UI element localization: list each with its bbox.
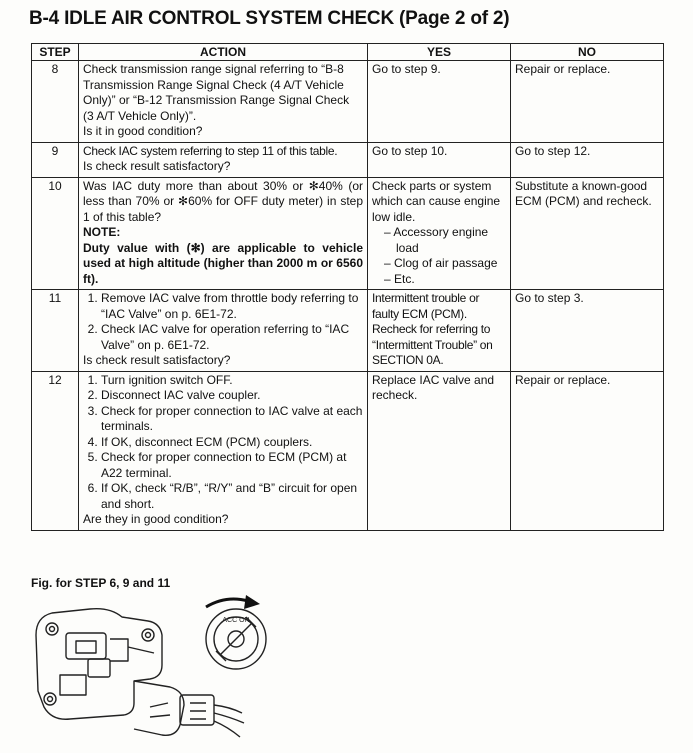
action-line: (3 A/T Vehicle Only)”. xyxy=(83,108,197,123)
action-line: Only)” or “B-12 Transmission Range Signal Check xyxy=(83,93,350,107)
table-row xyxy=(32,290,664,372)
list-item: 1. Turn ignition switch OFF. xyxy=(101,373,363,389)
header-no: NO xyxy=(511,44,664,61)
list-item: 6. If OK, check “R/B”, “R/Y” and “B” circuit for open and short. xyxy=(101,481,363,512)
step-action xyxy=(79,61,368,143)
page-title: B-4 IDLE AIR CONTROL SYSTEM CHECK (Page 2 of 2) xyxy=(29,8,510,29)
header-action: ACTION xyxy=(79,44,368,61)
action-line: Check IAC system referring to step 11 of this table. xyxy=(83,143,338,158)
action-question: Is check result satisfactory? xyxy=(83,159,231,173)
step-action xyxy=(79,177,368,290)
action-question: Is check result satisfactory? xyxy=(83,353,231,367)
table-row xyxy=(32,142,664,177)
step-yes: Go to step 10. xyxy=(368,142,511,177)
step-action xyxy=(79,290,368,372)
header-step: STEP xyxy=(32,44,79,61)
table-header-row xyxy=(32,44,664,61)
yes-item-list xyxy=(372,225,506,287)
step-yes: Replace IAC valve and recheck. xyxy=(368,371,511,530)
step-yes: Go to step 9. xyxy=(368,61,511,143)
step-action xyxy=(79,142,368,177)
step-no: Repair or replace. xyxy=(511,61,664,143)
table-row xyxy=(32,177,664,290)
step-number: 12 xyxy=(32,371,79,530)
step-no: Repair or replace. xyxy=(511,371,664,530)
table-row xyxy=(32,371,664,530)
throttle-body-drawing xyxy=(36,609,162,720)
step-yes: Intermittent trouble or faulty ECM (PCM). Recheck for referring to “Intermittent Trouble” on SECTION 0A. xyxy=(368,290,511,372)
step-yes xyxy=(368,177,511,290)
step-no: Go to step 12. xyxy=(511,142,664,177)
step-number: 11 xyxy=(32,290,79,372)
iac-valve-coupler-drawing xyxy=(134,681,244,737)
table-row xyxy=(32,61,664,143)
rotation-arrow-icon xyxy=(206,595,260,609)
list-item: 2. Check IAC valve for operation referring to “IAC Valve” on p. 6E1-72. xyxy=(101,322,363,353)
step-number: 9 xyxy=(32,142,79,177)
action-line: Check transmission range signal referring to “B-8 xyxy=(83,62,344,76)
iac-valve-figure xyxy=(30,595,270,747)
switch-position-label: ACC ON xyxy=(222,617,250,624)
note-label: NOTE: xyxy=(83,225,121,239)
yes-intro: Check parts or system which can cause engine low idle. xyxy=(372,178,501,224)
list-item: 4. If OK, disconnect ECM (PCM) couplers. xyxy=(101,435,363,451)
step-no: Go to step 3. xyxy=(511,290,664,372)
action-item-list xyxy=(83,373,363,513)
note-text: Duty value with (✻) are applicable to vehicle used at high altitude (higher than 2000 m or 6560 ft). xyxy=(83,240,363,286)
list-item: – Clog of air passage xyxy=(384,256,506,272)
list-item: – Etc. xyxy=(384,272,506,288)
step-action xyxy=(79,371,368,530)
action-line: Transmission Range Signal Check (4 A/T Vehicle xyxy=(83,77,344,92)
step-number: 10 xyxy=(32,177,79,290)
step-table xyxy=(31,43,664,531)
action-question: Is it in good condition? xyxy=(83,124,203,138)
action-question: Are they in good condition? xyxy=(83,512,229,526)
action-text: Was IAC duty more than about 30% or ✻40% (or less than 70% or ✻60% for OFF duty meter) in step 1 of this table? xyxy=(83,178,363,224)
header-yes: YES xyxy=(368,44,511,61)
list-item: 3. Check for proper connection to IAC valve at each terminals. xyxy=(101,404,363,435)
step-number: 8 xyxy=(32,61,79,143)
list-item: 1. Remove IAC valve from throttle body referring to “IAC Valve” on p. 6E1-72. xyxy=(101,291,363,322)
list-item: 2. Disconnect IAC valve coupler. xyxy=(101,388,363,404)
action-item-list xyxy=(83,291,363,353)
step-no: Substitute a known-good ECM (PCM) and recheck. xyxy=(511,177,664,290)
list-item: – Accessory engine load xyxy=(384,225,506,256)
figure-caption: Fig. for STEP 6, 9 and 11 xyxy=(31,576,171,590)
list-item: 5. Check for proper connection to ECM (PCM) at A22 terminal. xyxy=(101,450,363,481)
